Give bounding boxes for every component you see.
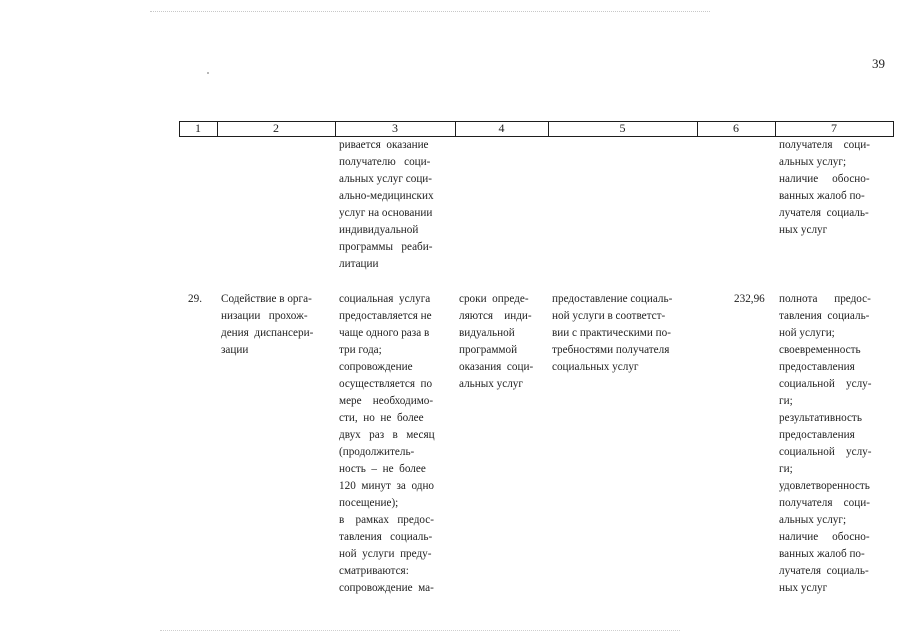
header-divider [893, 121, 894, 137]
column-number: 7 [831, 121, 837, 135]
column-number: 5 [619, 121, 626, 135]
table-header [0, 0, 905, 140]
column-number: 4 [498, 121, 505, 135]
continuation-col3: ривается оказание получателю соци- альных услуг соци- ально-медицинских услуг на основании индивидуальной программы реаби- литации [339, 139, 434, 270]
column-number: 3 [392, 121, 398, 135]
service-description: социальная услуга предоставляется не чаще одного раза в три года; сопровождение осуществляется по мере необходимо- сти, но не более двух раз в месяц (продолжитель- ность – не более 120 минут за одно посещение); в рамках предос- тавления социаль- ной услуги преду- сматриваются: сопровождение ма- [339, 293, 435, 594]
quality-indicators: полнота предос- тавления социаль- ной услуги; своевременность предоставления социальной услу- ги; результативность предоставления социальной услу- ги; удовлетворенность получателя соци- альных услуг; наличие обосно- ванных жалоб по- лучателя социаль- ных услуг [779, 293, 872, 594]
service-tariff: 232,96 [734, 293, 765, 305]
service-name: Содействие в орга- низации прохож- дения диспансери- зации [221, 293, 314, 356]
column-number: 6 [733, 121, 739, 135]
service-conditions: предоставление социаль- ной услуги в соответст- вии с практическими по- требностями получателя социальных услуг [552, 293, 673, 373]
continuation-col7: получателя соци- альных услуг; наличие обосно- ванных жалоб по- лучателя социаль- ных услуг [779, 139, 870, 236]
column-number: 2 [273, 121, 279, 135]
service-terms: сроки опреде- ляются инди- видуальной программой оказания соци- альных услуг [459, 293, 534, 390]
column-number: 1 [195, 121, 201, 135]
row-number: 29. [188, 293, 202, 305]
page-number: 39 [872, 56, 885, 71]
scan-artifact-bottom [160, 630, 680, 633]
